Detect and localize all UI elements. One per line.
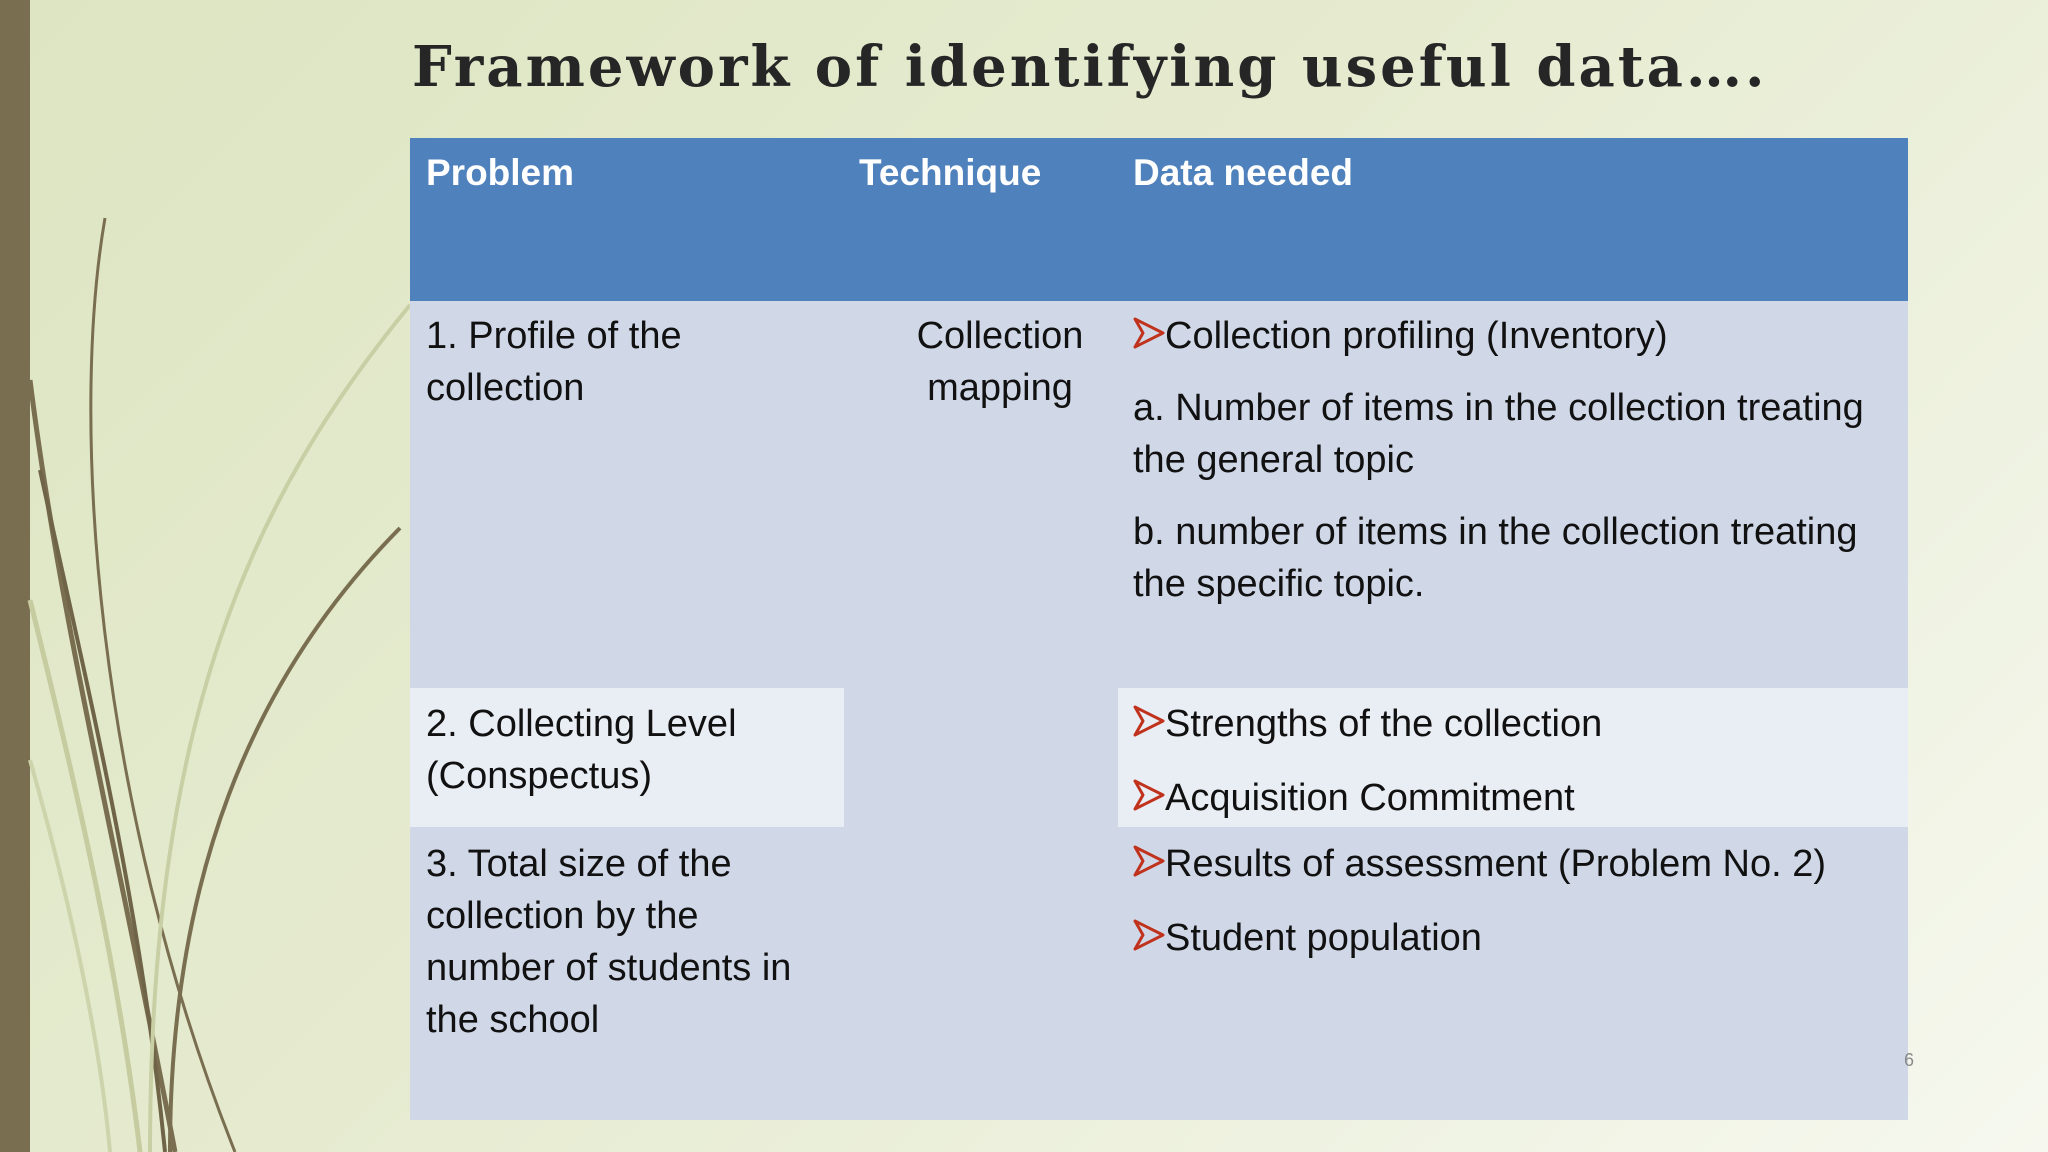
header-problem: Problem [426,152,575,193]
arrow-bullet-icon [1133,704,1165,738]
data-bullet-text: Strengths of the collection [1165,703,1603,745]
table-row-2-data [1133,698,1893,824]
header-data-needed: Data needed [1133,152,1354,193]
header-technique: Technique [859,152,1042,193]
list-item [1133,772,1893,824]
data-item-a: a. Number of items in the collection treating the general topic [1133,387,1864,481]
data-bullet-text: Collection profiling (Inventory) [1165,315,1668,357]
table-row-1-problem: 1. Profile of the collection [426,315,682,409]
list-item [1133,310,1893,362]
table-row-3-data [1133,838,1893,964]
list-item [1133,912,1893,964]
data-item-b: b. number of items in the collection treating the specific topic. [1133,511,1858,605]
arrow-bullet-icon [1133,316,1165,350]
list-item [1133,698,1893,750]
list-item [1133,838,1893,890]
arrow-bullet-icon [1133,778,1165,812]
data-bullet-text: Results of assessment (Problem No. 2) [1165,843,1827,885]
data-bullet-text: Student population [1165,917,1482,959]
page-number: 6 [1904,1050,1915,1070]
framework-table [410,138,1908,1120]
arrow-bullet-icon [1133,918,1165,952]
slide-title: Framework of identifying useful data…. [412,34,1768,100]
grass-decoration [0,0,420,1152]
table-row-2-problem: 2. Collecting Level (Conspectus) [426,703,737,797]
table-header-row [410,138,1908,301]
arrow-bullet-icon [1133,844,1165,878]
table-row-1-data [1133,310,1893,610]
data-bullet-text: Acquisition Commitment [1165,777,1575,819]
table-row-3-problem: 3. Total size of the collection by the number of students in the school [426,843,792,1041]
table-row-1-technique: Collection mapping [916,315,1084,409]
